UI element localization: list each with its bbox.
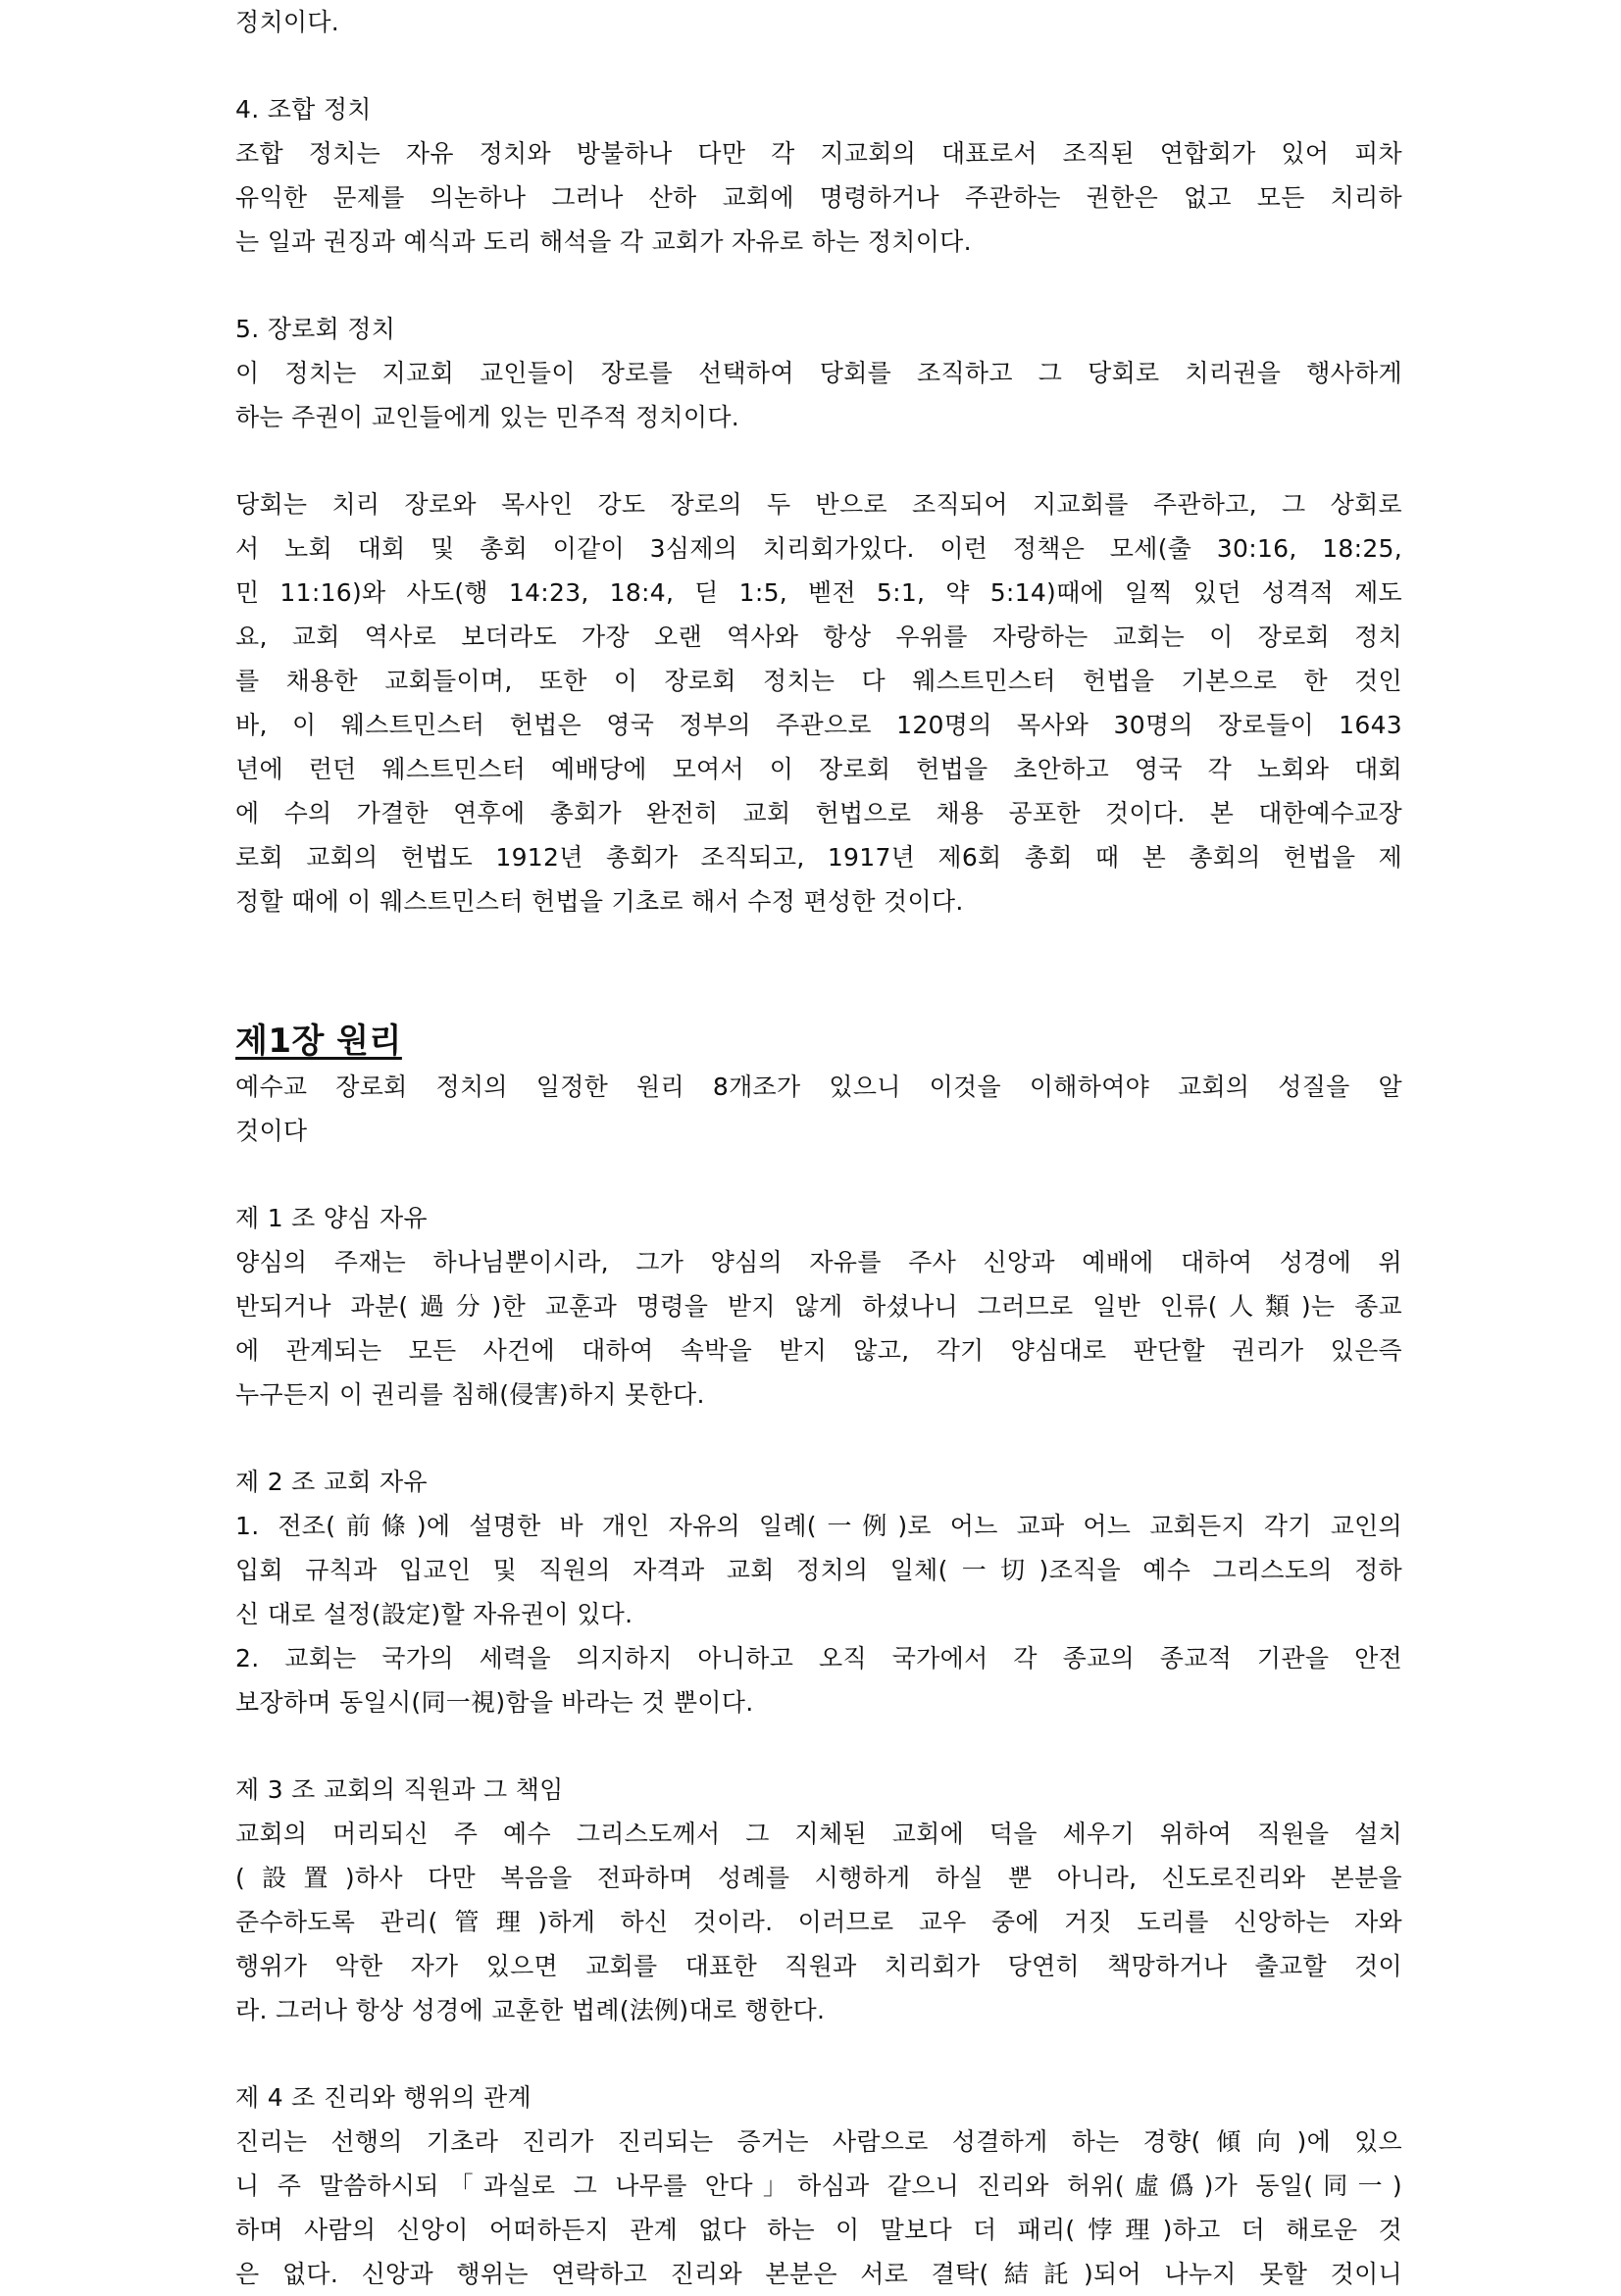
article-4-line: 니 주 말씀하시되「과실로 그 나무를 안다」하심과 같으니 진리와 허위(虛僞)가 동일(同一)	[235, 2171, 1402, 2200]
article-3-line: 준수하도록 관리(管理)하게 하신 것이라. 이러므로 교우 중에 거짓 도리를 신앙하는 자와	[235, 1908, 1402, 1936]
dang-paragraph-line: 에 수의 가결한 연후에 총회가 완전히 교회 헌법으로 채용 공포한 것이다. 본 대한예수교장	[235, 799, 1402, 827]
article-4-line: 은 없다. 신앙과 행위는 연락하고 진리와 본분은 서로 결탁(結託)되어 나누지 못할 것이니	[235, 2260, 1402, 2288]
dang-paragraph-line: 요, 교회 역사로 보더라도 가장 오랜 역사와 항상 우위를 자랑하는 교회는 이 장로회 정치	[235, 623, 1402, 651]
section-5-title: 5. 장로회 정치	[235, 315, 396, 343]
section-4-line: 는 일과 권징과 예식과 도리 해석을 각 교회가 자유로 하는 정치이다.	[235, 227, 972, 256]
article-4-line: 진리는 선행의 기초라 진리가 진리되는 증거는 사람으로 성결하게 하는 경향(傾向)에 있으	[235, 2127, 1402, 2156]
dang-paragraph-line: 서 노회 대회 및 총회 이같이 3심제의 치리회가있다. 이런 정책은 모세(출 30:16, 18:25,	[235, 534, 1402, 563]
article-1-line: 양심의 주재는 하나님뿐이시라, 그가 양심의 자유를 주사 신앙과 예배에 대하여 성경에 위	[235, 1248, 1402, 1276]
section-4-title: 4. 조합 정치	[235, 95, 372, 124]
dang-paragraph-line: 로회 교회의 헌법도 1912년 총회가 조직되고, 1917년 제6회 총회 때 본 총회의 헌법을 제	[235, 843, 1402, 872]
section-4-line: 조합 정치는 자유 정치와 방불하나 다만 각 지교회의 대표로서 조직된 연합회가 있어 피차	[235, 139, 1402, 168]
article-3-title: 제 3 조 교회의 직원과 그 책임	[235, 1775, 564, 1804]
article-3-line: 행위가 악한 자가 있으면 교회를 대표한 직원과 치리회가 당연히 책망하거나 출교할 것이	[235, 1952, 1402, 1980]
dang-paragraph-line: 민 11:16)와 사도(행 14:23, 18:4, 딛 1:5, 벧전 5:1, 약 5:14)때에 일찍 있던 성격적 제도	[235, 578, 1402, 607]
article-3-line: (設置)하사 다만 복음을 전파하며 성례를 시행하게 하실 뿐 아니라, 신도로진리와 본분을	[235, 1864, 1402, 1892]
article-2-line: 보장하며 동일시(同一視)함을 바라는 것 뿐이다.	[235, 1688, 754, 1717]
article-2-line: 1. 전조(前條)에 설명한 바 개인 자유의 일례(一例)로 어느 교파 어느 교회든지 각기 교인의	[235, 1512, 1402, 1540]
dang-paragraph-line: 바, 이 웨스트민스터 헌법은 영국 정부의 주관으로 120명의 목사와 30명의 장로들이 1643	[235, 711, 1402, 739]
dang-paragraph-line: 당회는 치리 장로와 목사인 강도 장로의 두 반으로 조직되어 지교회를 주관하고, 그 상회로	[235, 490, 1402, 519]
article-1-line: 누구든지 이 권리를 침해(侵害)하지 못한다.	[235, 1380, 705, 1409]
dang-paragraph-line: 년에 런던 웨스트민스터 예배당에 모여서 이 장로회 헌법을 초안하고 영국 각 노회와 대회	[235, 755, 1402, 783]
article-1-line: 반되거나 과분(過分)한 교훈과 명령을 받지 않게 하셨나니 그러므로 일반 인류(人類)는 종교	[235, 1292, 1402, 1321]
article-3-line: 교회의 머리되신 주 예수 그리스도께서 그 지체된 교회에 덕을 세우기 위하여 직원을 설치	[235, 1820, 1402, 1848]
document-page	[235, 0, 1402, 2296]
article-2-title: 제 2 조 교회 자유	[235, 1468, 428, 1496]
article-4-title: 제 4 조 진리와 행위의 관계	[235, 2083, 532, 2112]
section-5-line: 하는 주권이 교인들에게 있는 민주적 정치이다.	[235, 403, 740, 431]
article-1-title: 제 1 조 양심 자유	[235, 1204, 428, 1232]
section-5-line: 이 정치는 지교회 교인들이 장로를 선택하여 당회를 조직하고 그 당회로 치리권을 행사하게	[235, 359, 1402, 387]
article-3-line: 라. 그러나 항상 성경에 교훈한 법례(法例)대로 행한다.	[235, 1996, 826, 2024]
chapter-intro-line: 예수교 장로회 정치의 일정한 원리 8개조가 있으니 이것을 이해하여야 교회의 성질을 알	[235, 1073, 1402, 1101]
intro-tail-line: 정치이다.	[235, 8, 340, 36]
article-2-line: 신 대로 설정(設定)할 자유권이 있다.	[235, 1600, 633, 1628]
chapter-intro-line: 것이다	[235, 1117, 308, 1145]
dang-paragraph-line: 를 채용한 교회들이며, 또한 이 장로회 정치는 다 웨스트민스터 헌법을 기본으로 한 것인	[235, 667, 1402, 695]
article-1-line: 에 관계되는 모든 사건에 대하여 속박을 받지 않고, 각기 양심대로 판단할 권리가 있은즉	[235, 1336, 1402, 1365]
article-2-line: 2. 교회는 국가의 세력을 의지하지 아니하고 오직 국가에서 각 종교의 종교적 기관을 안전	[235, 1644, 1402, 1672]
section-4-line: 유익한 문제를 의논하나 그러나 산하 교회에 명령하거나 주관하는 권한은 없고 모든 치리하	[235, 183, 1402, 212]
article-4-line: 하며 사람의 신앙이 어떠하든지 관계 없다 하는 이 말보다 더 패리(悖理)하고 더 해로운 것	[235, 2216, 1402, 2244]
dang-paragraph-line: 정할 때에 이 웨스트민스터 헌법을 기초로 해서 수정 편성한 것이다.	[235, 887, 964, 916]
chapter-heading: 제1장 원리	[235, 1022, 402, 1061]
article-2-line: 입회 규칙과 입교인 및 직원의 자격과 교회 정치의 일체(一切)조직을 예수 그리스도의 정하	[235, 1556, 1402, 1584]
